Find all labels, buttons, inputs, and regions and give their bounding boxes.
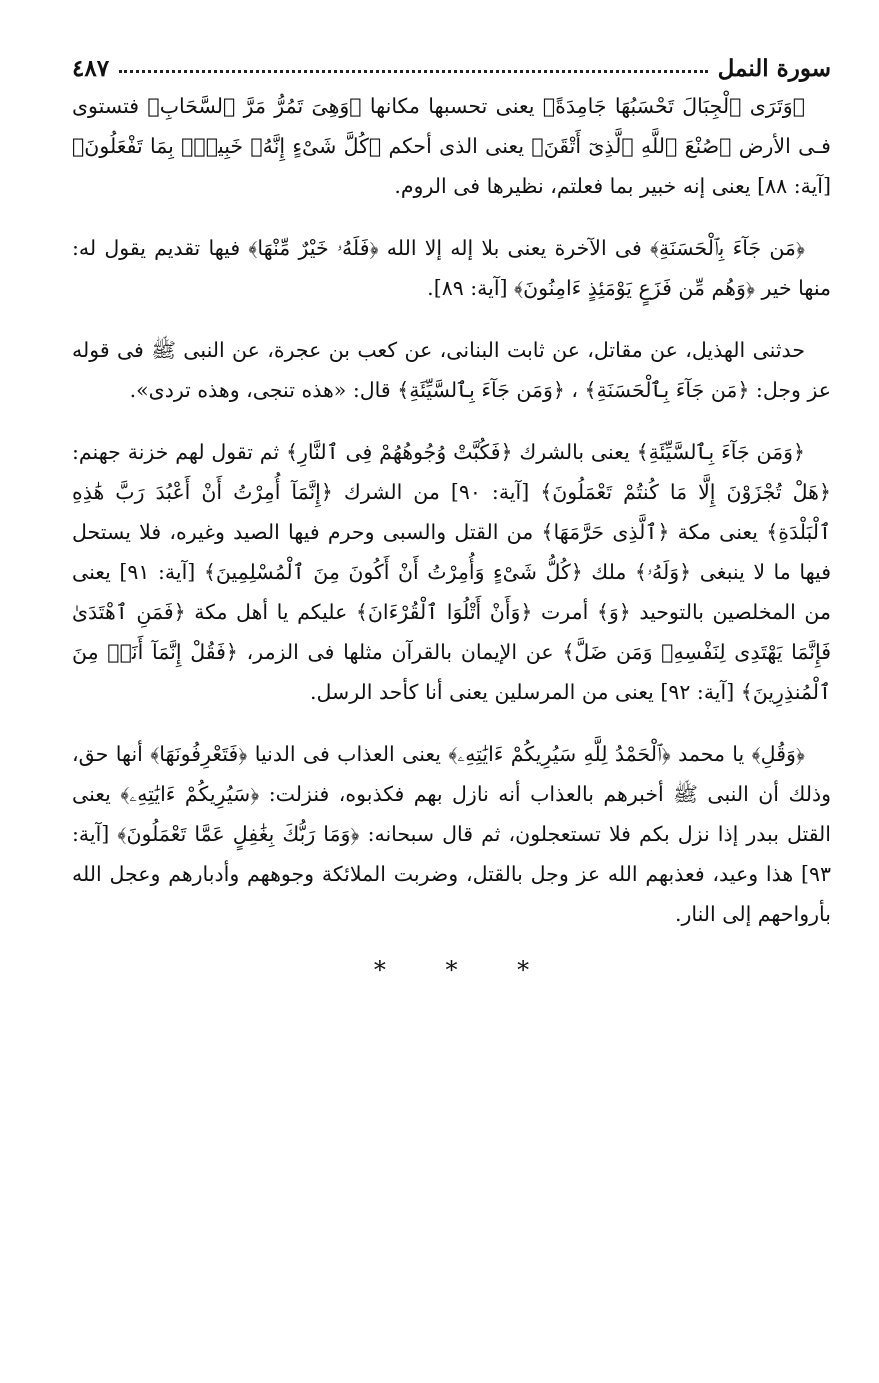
paragraph: حدثنى الهذيل، عن مقاتل، عن ثابت البنانى، عن كعب بن عجرة، عن النبى ﷺ فى قوله عز وجل: ﴿مَن جَآءَ بِٱلْحَسَنَةِ﴾ ، ﴿وَمَن جَآءَ بِٱلسَّيِّئَةِ﴾ قال: «هذه تنجى، وهذه تردى». (72, 338, 831, 402)
surah-title: سورة النمل (717, 55, 831, 82)
paragraph: ﴿وَمَن جَآءَ بِٱلسَّيِّئَةِ﴾ يعنى بالشرك ﴿فَكُبَّتْ وُجُوهُهُمْ فِى ٱلنَّارِ﴾ ثم تقول لهم خزنة جهنم: ﴿هَلْ تُجْزَوْنَ إِلَّا مَا كُنتُمْ تَعْمَلُونَ﴾ [آية: ٩٠] من الشرك ﴿إِنَّمَآ أُمِرْتُ أَنْ أَعْبُدَ رَبَّ هَٰذِهِ ٱلْبَلْدَةِ﴾ يعنى مكة ﴿ٱلَّذِى حَرَّمَهَا﴾ من القتل والسبى وحرم فيها الصيد وغيره، فلا يستحل فيها ما لا ينبغى ﴿وَلَهُۥ﴾ ملك ﴿كُلُّ شَىْءٍ وَأُمِرْتُ أَنْ أَكُونَ مِنَ ٱلْمُسْلِمِينَ﴾ [آية: ٩١] يعنى من المخلصين بالتوحيد ﴿وَ﴾ أمرت ﴿وَأَنْ أَتْلُوَا ٱلْقُرْءَانَ﴾ عليكم يا أهل مكة ﴿فَمَنِ ٱهْتَدَىٰ فَإِنَّمَا يَهْتَدِى لِنَفْسِهِۦ وَمَن ضَلَّ﴾ عن الإيمان بالقرآن مثلها فى الزمر، ﴿فَقُلْ إِنَّمَآ أَنَا۠ مِنَ ٱلْمُنذِرِينَ﴾ [آية: ٩٢] يعنى من المرسلين يعنى أنا كأحد الرسل. (72, 440, 831, 704)
paragraph: ﴿وَقُلِ﴾ يا محمد ﴿ٱلْحَمْدُ لِلَّهِ سَيُرِيكُمْ ءَايَٰتِهِۦ﴾ يعنى العذاب فى الدنيا ﴿فَتَعْرِفُونَهَا﴾ أنها حق، وذلك أن النبى ﷺ أخبرهم بالعذاب أنه نازل بهم فكذبوه، فنزلت: ﴿سَيُرِيكُمْ ءَايَٰتِهِۦ﴾ يعنى القتل ببدر إذا نزل بكم فلا تستعجلون، ثم قال سبحانه: ﴿وَمَا رَبُّكَ بِغَٰفِلٍ عَمَّا تَعْمَلُونَ﴾ [آية: ٩٣] هذا وعيد، فعذبهم الله عز وجل بالقتل، وضربت الملائكة وجوههم وأدبارهم وعجل الله بأرواحهم إلى النار. (72, 742, 831, 926)
page-number: ٤٨٧ (72, 55, 110, 82)
paragraph: ﴿وَتَرَى ٱلْجِبَالَ تَحْسَبُهَا جَامِدَةً﴾ يعنى تحسبها مكانها ﴿وَهِىَ تَمُرُّ مَرَّ ٱلسَّحَابِ﴾ فتستوى فـى الأرض ﴿صُنْعَ ٱللَّهِ ٱلَّذِىٓ أَتْقَنَ﴾ يعنى الذى أحكم ﴿كُلَّ شَىْءٍ إِنَّهُۥ خَبِيرٌۢ بِمَا تَفْعَلُونَ﴾ [آية: ٨٨] يعنى إنه خبير بما فعلتم، نظيرها فى الروم. (72, 94, 831, 198)
page-body (72, 86, 831, 934)
paragraph: ﴿مَن جَآءَ بِٱلْحَسَنَةِ﴾ فى الآخرة يعنى بلا إله إلا الله ﴿فَلَهُۥ خَيْرٌ مِّنْهَا﴾ فيها تقديم يقول له: منها خير ﴿وَهُم مِّن فَزَعٍ يَوْمَئِذٍ ءَامِنُونَ﴾ [آية: ٨٩]. (72, 236, 831, 300)
header-dot-leader (119, 70, 708, 73)
section-separator: * * * (373, 956, 556, 984)
page-header (72, 42, 831, 82)
